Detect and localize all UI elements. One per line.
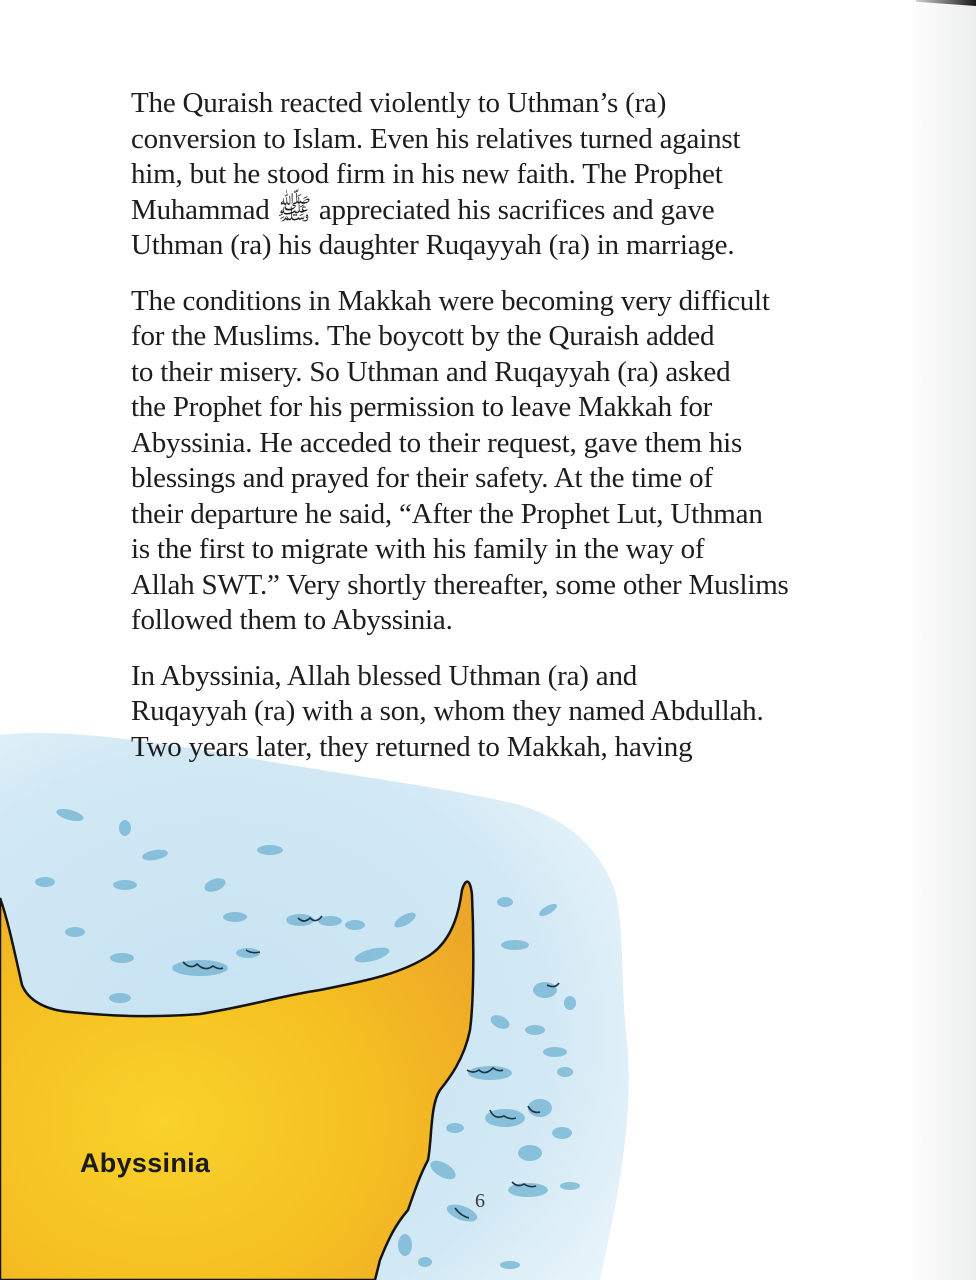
text-line: their departure he said, “After the Prophet Lut, Uthman <box>131 497 763 530</box>
text-line: blessings and prayed for their safety. At the time of <box>131 462 713 494</box>
map-label-abyssinia: Abyssinia <box>80 1148 211 1178</box>
text-line: The conditions in Makkah were becoming very difficult <box>131 284 770 317</box>
text-line: followed them to Abyssinia. <box>131 604 453 636</box>
text-line: Ruqayyah (ra) with a son, whom they named Abdullah. <box>131 695 764 727</box>
paragraph-3 <box>131 659 901 766</box>
text-line: Abyssinia. He acceded to their request, gave them his <box>131 426 743 459</box>
text-line: In Abyssinia, Allah blessed Uthman (ra) and <box>131 659 638 692</box>
text-line: conversion to Islam. Even his relatives turned against <box>131 122 741 155</box>
text-line: The Quraish reacted violently to Uthman’s (ra) <box>131 87 667 119</box>
text-line: to their misery. So Uthman and Ruqayyah (ra) asked <box>131 355 731 388</box>
text-line: for the Muslims. The boycott by the Quraish added <box>131 320 715 352</box>
paragraph-1 <box>131 86 901 264</box>
text-line: Two years later, they returned to Makkah, having <box>131 730 693 763</box>
text-line: the Prophet for his permission to leave Makkah for <box>131 391 713 423</box>
text-line: Muhammad ﷺ appreciated his sacrifices and gave <box>131 193 715 226</box>
page-number: 6 <box>475 1190 485 1212</box>
text-line: Allah SWT.” Very shortly thereafter, some other Muslims <box>131 568 789 601</box>
body-text <box>131 86 901 785</box>
text-line: Uthman (ra) his daughter Ruqayyah (ra) in marriage. <box>131 229 735 261</box>
text-line: is the first to migrate with his family in the way of <box>131 533 705 565</box>
text-line: him, but he stood firm in his new faith. The Prophet <box>131 158 723 190</box>
paragraph-2 <box>131 284 901 639</box>
